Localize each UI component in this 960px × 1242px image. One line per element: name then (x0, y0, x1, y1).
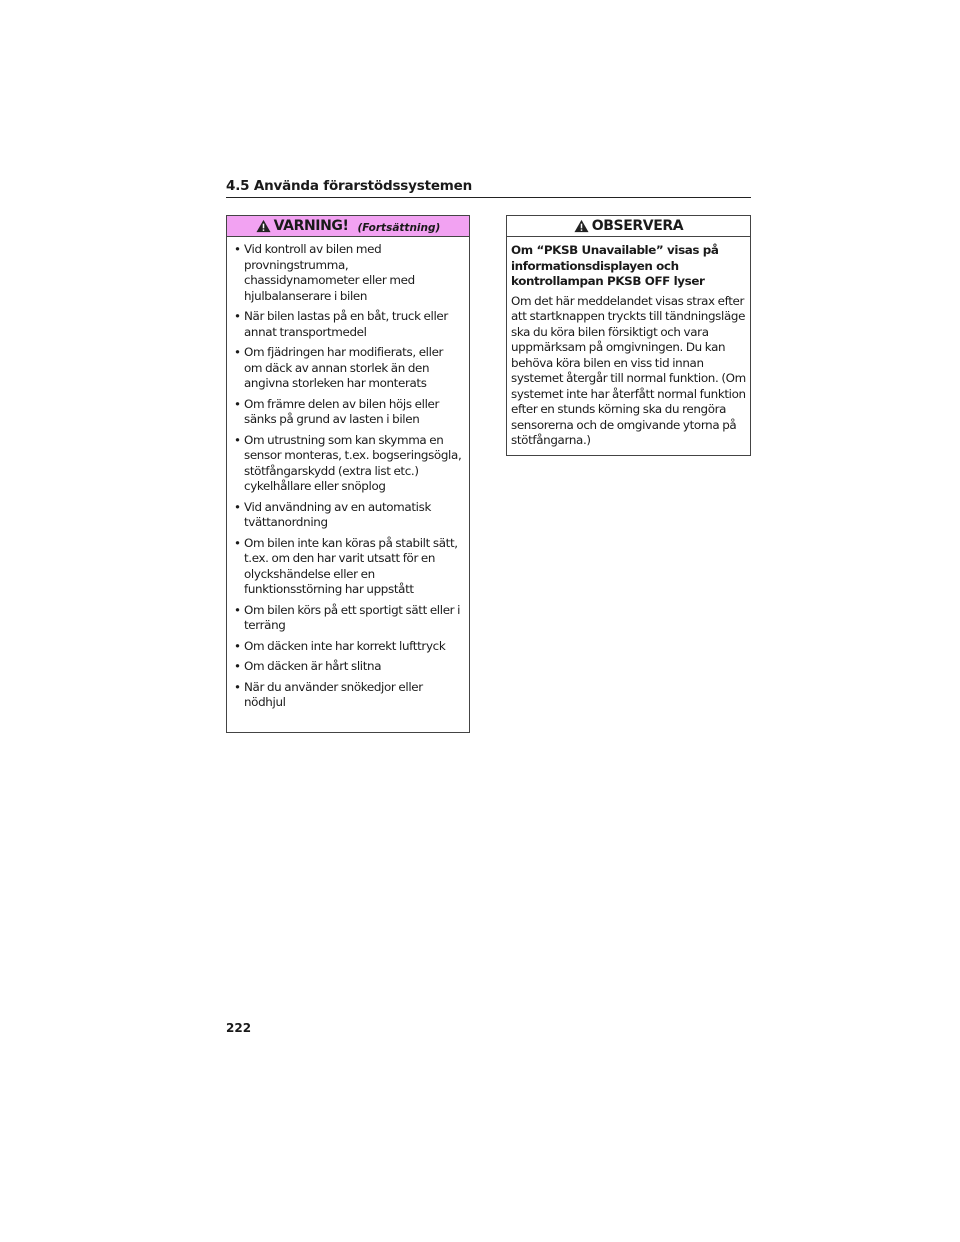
list-item: • Vid användning av en automatisk tvättanordning (234, 500, 463, 531)
list-item: • Om utrustning som kan skymma en sensor monteras, t.ex. bogseringsögla, stötfångarskydd (extra list etc.) cykelhållare eller snöplog (234, 433, 463, 495)
section-header: 4.5 Använda förarstödssystemen (226, 178, 751, 198)
list-item: • Om bilen körs på ett sportigt sätt eller i terräng (234, 603, 463, 634)
notice-body (507, 237, 750, 449)
list-item: • Om bilen inte kan köras på stabilt sätt, t.ex. om den har varit utsatt för en olyckshändelse eller en funktionsstörning har uppstått (234, 536, 463, 598)
warning-list (227, 237, 469, 711)
caution-icon (574, 219, 589, 233)
list-item: • Om främre delen av bilen höjs eller sänks på grund av lasten i bilen (234, 397, 463, 428)
warning-triangle-icon (256, 219, 271, 233)
notice-title: OBSERVERA (591, 218, 684, 234)
list-item: • Om däcken är hårt slitna (234, 659, 463, 675)
list-item: • Om fjädringen har modifierats, eller om däck av annan storlek än den angivna storleken har monterats (234, 345, 463, 392)
warning-subtitle: (Fortsättning) (357, 221, 441, 234)
warning-title: VARNING! (273, 218, 349, 234)
list-item: • Vid kontroll av bilen med provningstrumma, chassidynamometer eller med hjulbalanserare i bilen (234, 242, 463, 304)
notice-box (506, 215, 751, 456)
notice-header (507, 216, 750, 237)
warning-header (227, 216, 469, 237)
list-item: • Om däcken inte har korrekt lufttryck (234, 639, 463, 655)
notice-heading: Om “PKSB Unavailable” visas på informationsdisplayen och kontrollampan PKSB OFF lyser (511, 243, 719, 288)
page-number: 222 (226, 1021, 252, 1035)
list-item: • När bilen lastas på en båt, truck eller annat transportmedel (234, 309, 463, 340)
notice-text: Om det här meddelandet visas strax efter att startknappen tryckts till tändningsläge ska du köra bilen försiktigt och vara uppmärksam på omgivningen. Du kan behöva köra bilen en viss tid innan systemet återgår till normal funktion. (Om systemet inte har återfått normal funktion efter en stunds körning ska du rengöra sensorerna och de omgivande ytorna på stötfångarna.) (511, 293, 746, 447)
list-item: • När du använder snökedjor eller nödhjul (234, 680, 463, 711)
warning-box (226, 215, 470, 733)
